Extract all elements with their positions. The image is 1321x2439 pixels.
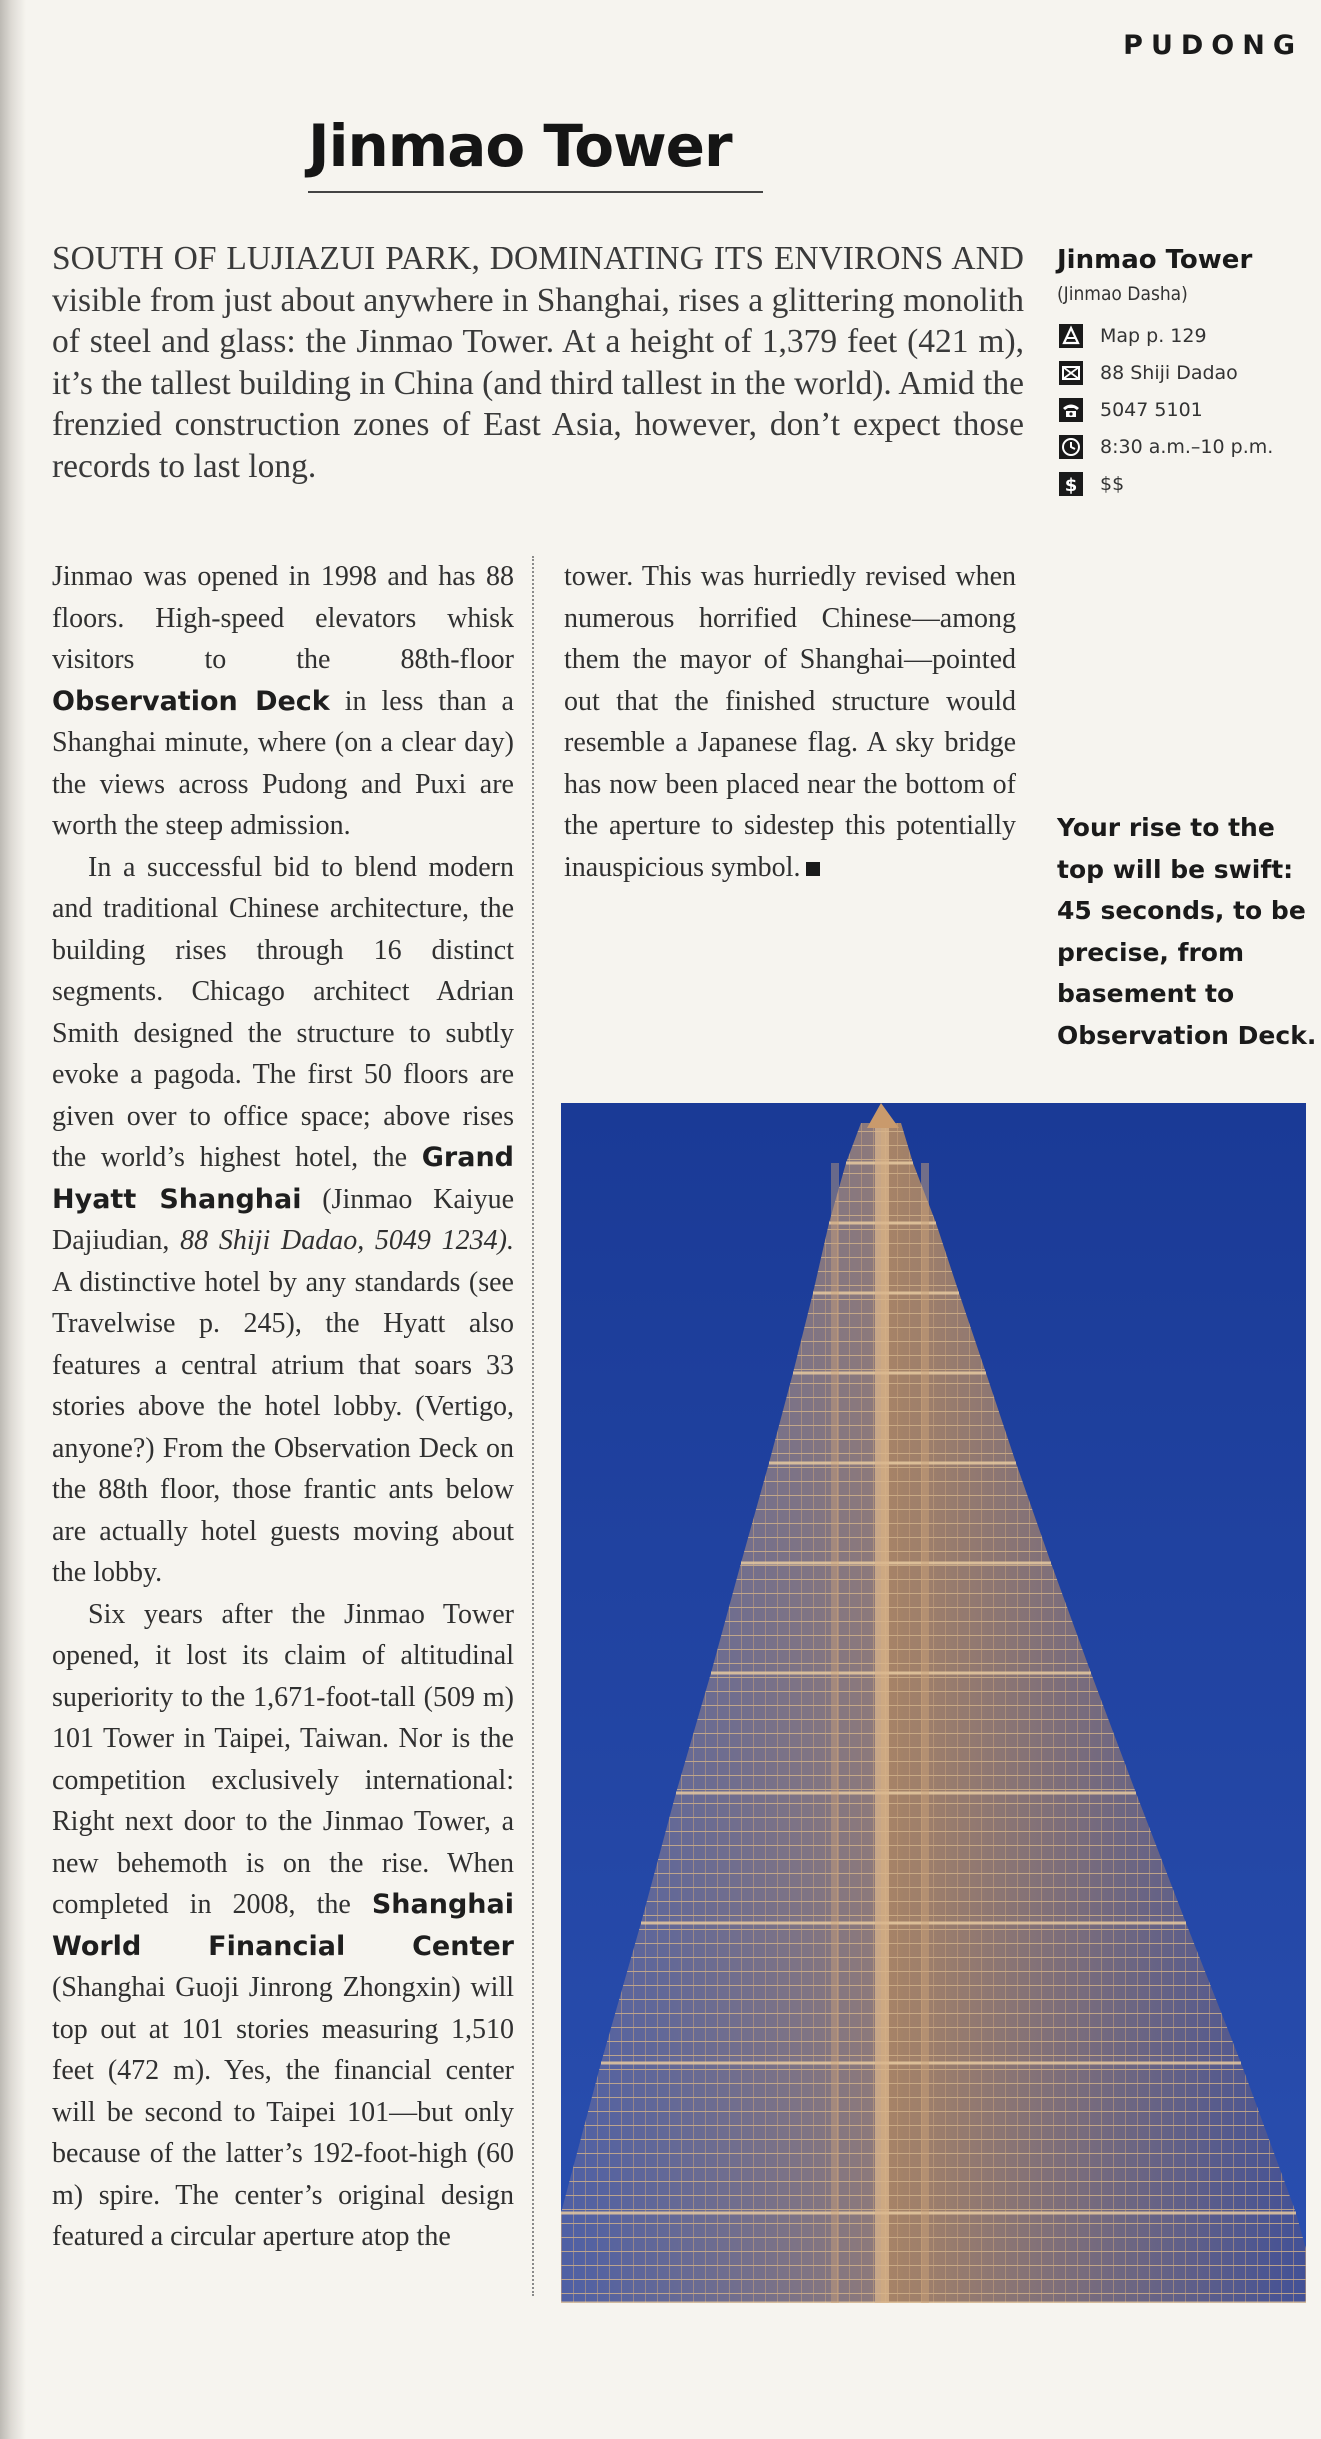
info-phone-text: 5047 5101 bbox=[1100, 398, 1203, 421]
clock-icon bbox=[1057, 433, 1084, 460]
body-paragraph-3 bbox=[52, 1594, 514, 2258]
intro-paragraph: SOUTH OF LUJIAZUI PARK, DOMINATING ITS ENVIRONS AND visible from just about anywhere in Shanghai, rises a glittering monolith of steel and glass: the Jinmao Tower. At a height of 1,379 feet (421 m), it’s the tallest building in China (and third tallest in the world). Amid the frenzied construction zones of East Asia, however, don’t expect those records to last long. bbox=[52, 240, 1024, 485]
info-row-map bbox=[1057, 317, 1317, 354]
info-hours-text: 8:30 a.m.–10 p.m. bbox=[1100, 435, 1274, 458]
grand-hyatt-name: Grand Hyatt Shanghai bbox=[52, 1142, 514, 1215]
info-row-hours bbox=[1057, 428, 1317, 465]
jinmao-tower-photo bbox=[561, 1103, 1306, 2303]
info-sidebar bbox=[1057, 245, 1317, 502]
map-icon bbox=[1057, 322, 1084, 349]
body-text: Jinmao was opened in 1998 and has 88 floors. High-speed elevators whisk visitors to the 88th-floor bbox=[52, 561, 514, 675]
tower-spine bbox=[875, 1123, 889, 2303]
body-column-left bbox=[52, 556, 514, 2258]
body-column-right bbox=[564, 556, 1016, 888]
tower-illustration bbox=[561, 1103, 1306, 2303]
info-address-text: 88 Shiji Dadao bbox=[1100, 361, 1238, 384]
price-icon bbox=[1057, 470, 1084, 497]
tower-rib-right bbox=[921, 1163, 929, 2303]
body-text: in less than a Shanghai minute, where (on a clear day) the views across Pudong and Puxi are worth the steep admission. bbox=[52, 685, 514, 841]
body-paragraph-3-continued bbox=[564, 556, 1016, 888]
swfc-name: Shanghai World Financial Center bbox=[52, 1889, 514, 1962]
sidebar-title: Jinmao Tower bbox=[1057, 245, 1253, 275]
tower-rib-left bbox=[831, 1163, 839, 2303]
info-row-phone bbox=[1057, 391, 1317, 428]
body-text: Six years after the Jinmao Tower opened, it lost its claim of altitudinal superiority to the 1,671-foot-tall (509 m) 101 Tower in Taipei, Taiwan. Nor is the competition exclusively international: Right next door to the Jinmao Tower, a new behemoth is on the rise. When completed in 2008, the bbox=[52, 1598, 514, 1920]
page-binding-shadow bbox=[0, 0, 26, 2439]
title-underline bbox=[308, 191, 763, 193]
info-price-text: $$ bbox=[1100, 472, 1125, 495]
body-text: tower. This was hurriedly revised when numerous horrified Chinese—among them the mayor of Shanghai—pointed out that the finished structure would resemble a Japanese flag. A sky bridge has now been placed near the bottom of the aperture to sidestep this potentially inauspicious symbol. bbox=[564, 561, 1016, 883]
info-row-price bbox=[1057, 465, 1317, 502]
running-head: PUDONG bbox=[1123, 30, 1303, 61]
body-text: (Jinmao Kaiyue Dajiudian, bbox=[52, 1183, 515, 1256]
body-text: (Shanghai Guoji Jinrong Zhongxin) will top out at 101 stories measuring 1,510 feet (472 m). Yes, the financial center will be second to Taipei 101—but only because of the latter’s 192-foot-high (60 m) spire. The center’s original design featured a circular aperture atop the bbox=[52, 1972, 514, 2252]
page-title: Jinmao Tower bbox=[308, 112, 732, 180]
body-paragraph-2 bbox=[52, 847, 514, 1594]
column-divider bbox=[532, 556, 534, 2296]
observation-deck-link: Observation Deck bbox=[52, 685, 330, 717]
pull-quote: Your rise to the top will be swift: 45 seconds, to be precise, from basement to Observation Deck. bbox=[1057, 813, 1317, 1050]
end-mark bbox=[806, 862, 820, 876]
info-row-address bbox=[1057, 354, 1317, 391]
svg-text:$: $ bbox=[1064, 474, 1077, 496]
body-text: In a successful bid to blend modern and traditional Chinese architecture, the building rises through 16 distinct segments. Chicago architect Adrian Smith designed the structure to subtly evoke a pagoda. The first 50 floors are given over to office space; above rises the world’s highest hotel, the bbox=[52, 851, 514, 1173]
body-paragraph-1 bbox=[52, 556, 514, 847]
hotel-address: 88 Shiji Dadao, 5049 1234). bbox=[180, 1225, 514, 1256]
phone-icon bbox=[1057, 396, 1084, 423]
address-icon bbox=[1057, 359, 1084, 386]
info-map-text: Map p. 129 bbox=[1100, 324, 1207, 347]
sidebar-subtitle: (Jinmao Dasha) bbox=[1057, 283, 1188, 305]
body-text: A distinctive hotel by any standards (see Travelwise p. 245), the Hyatt also features a central atrium that soars 33 stories above the hotel lobby. (Vertigo, anyone?) From the Observation Deck on the 88th floor, those frantic ants below are actually hotel guests moving about the lobby. bbox=[52, 1266, 514, 1588]
